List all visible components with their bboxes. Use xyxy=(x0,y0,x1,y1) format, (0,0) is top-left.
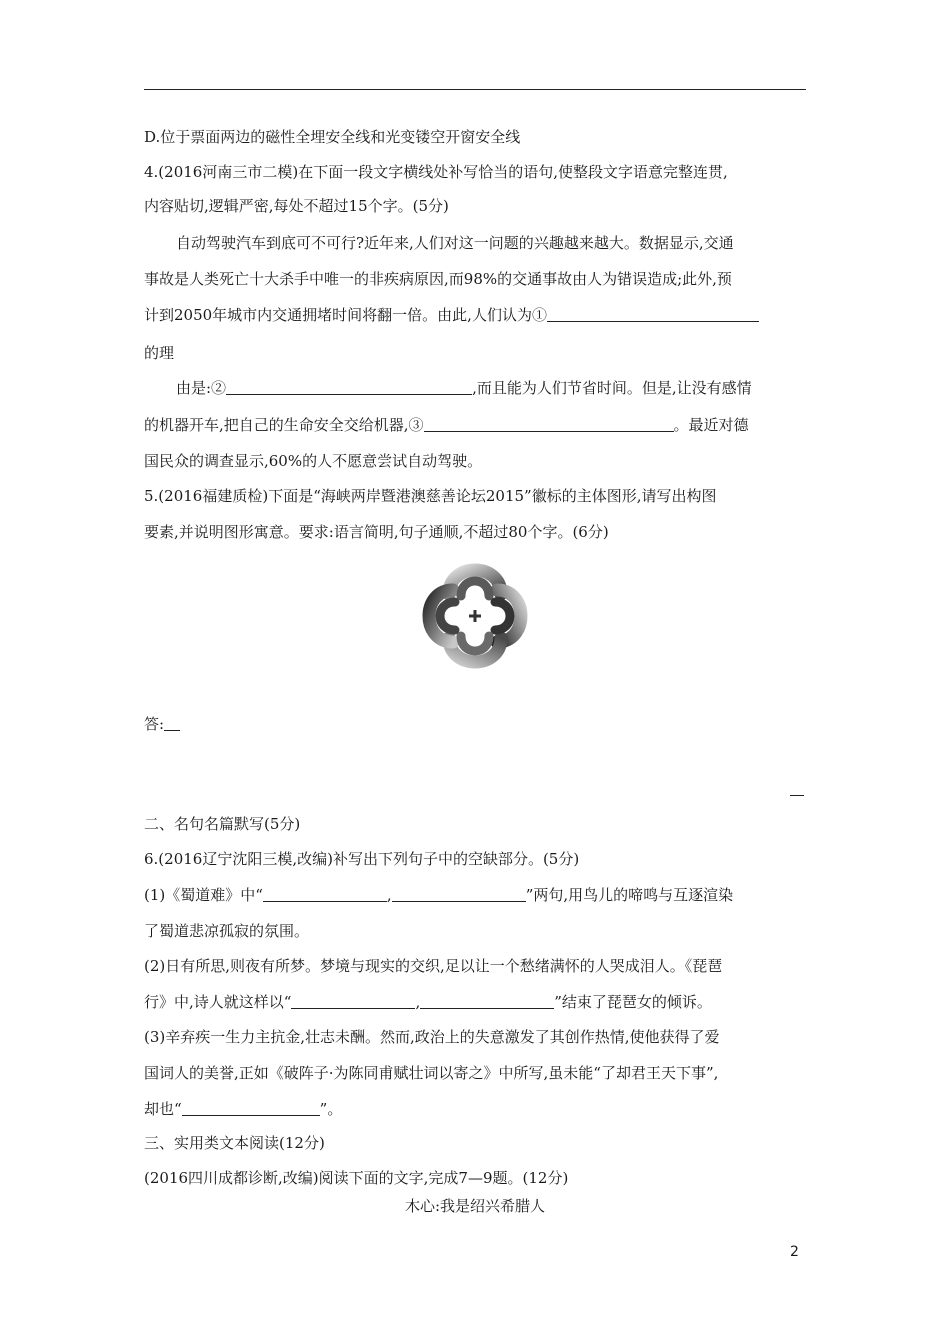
article-title: 木心:我是绍兴希腊人 xyxy=(404,1197,546,1215)
q6-s1-line1 xyxy=(144,885,806,905)
q6-s2-text-a: 行》中,诗人就这样以“ xyxy=(144,993,292,1011)
page-number: 2 xyxy=(790,1244,799,1260)
q6-s3-text-c: 却也“ xyxy=(144,1100,182,1118)
q4-para-text5a: 由是:② xyxy=(176,379,227,397)
q4-para-line4: 的理 xyxy=(144,344,175,362)
q6-s3-line3 xyxy=(144,1099,806,1119)
q4-para-line7: 国民众的调查显示,60%的人不愿意尝试自动驾驶。 xyxy=(144,452,483,470)
q4-line2: 内容贴切,逻辑严密,每处不超过15个字。(5分) xyxy=(144,197,449,215)
q4-para-text6b: 。最近对德 xyxy=(673,416,749,434)
option-d: D.位于票面两边的磁性全埋安全线和光变镂空开窗安全线 xyxy=(144,128,521,146)
q6-s1-text-a: (1)《蜀道难》中“ xyxy=(144,886,263,904)
q6-s1-comma: , xyxy=(386,886,392,904)
q6-s3-text-d: ”。 xyxy=(319,1100,343,1118)
charity-forum-emblem-image xyxy=(409,550,541,682)
section-3-heading: 三、实用类文本阅读(12分) xyxy=(144,1134,325,1152)
answer-blank[interactable] xyxy=(164,715,180,731)
q6-s3-line2: 国词人的美誉,正如《破阵子·为陈同甫赋壮词以寄之》中所写,虽未能“了却君王天下事”, xyxy=(144,1064,719,1082)
section-2-heading: 二、名句名篇默写(5分) xyxy=(144,815,301,833)
q4-para-text6a: 的机器开车,把自己的生命安全交给机器,③ xyxy=(144,416,424,434)
answer-line xyxy=(144,714,806,734)
answer-end-dash xyxy=(790,795,804,796)
q6-s1-text-b: ”两句,用鸟儿的啼鸣与互逐渲染 xyxy=(525,886,734,904)
q6-s1-line2: 了蜀道悲凉孤寂的氛围。 xyxy=(144,922,310,940)
q6-s2-line1: (2)日有所思,则夜有所梦。梦境与现实的交织,足以让一个愁绪满怀的人哭成泪人。《琵琶 xyxy=(144,957,723,975)
q4-para-line5 xyxy=(176,378,806,398)
q4-para-line1: 自动驾驶汽车到底可不可行?近年来,人们对这一问题的兴趣越来越大。数据显示,交通 xyxy=(176,234,734,252)
blank-1[interactable] xyxy=(547,306,759,322)
blank-3[interactable] xyxy=(424,416,674,432)
blank-4[interactable] xyxy=(263,886,387,902)
blank-5[interactable] xyxy=(392,886,526,902)
q6-s2-line2 xyxy=(144,992,806,1012)
q4-para-text5b: ,而且能为人们节省时间。但是,让没有感情 xyxy=(472,379,752,397)
q5-line2: 要素,并说明图形寓意。要求:语言简明,句子通顺,不超过80个字。(6分) xyxy=(144,523,609,541)
blank-2[interactable] xyxy=(226,379,472,395)
q5-line1: 5.(2016福建质检)下面是“海峡两岸暨港澳慈善论坛2015”徽标的主体图形,请写出构图 xyxy=(144,487,717,505)
blank-7[interactable] xyxy=(420,993,554,1009)
blank-6[interactable] xyxy=(291,993,415,1009)
answer-label: 答: xyxy=(144,715,165,733)
header-rule xyxy=(144,89,806,90)
blank-8[interactable] xyxy=(182,1100,320,1116)
q4-para-line2: 事故是人类死亡十大杀手中唯一的非疾病原因,而98%的交通事故由人为错误造成;此外,预 xyxy=(144,270,732,288)
q4-para-line6 xyxy=(144,415,806,435)
q7-intro: (2016四川成都诊断,改编)阅读下面的文字,完成7—9题。(12分) xyxy=(144,1169,569,1187)
q4-para-text3: 计到2050年城市内交通拥堵时间将翻一倍。由此,人们认为① xyxy=(144,306,547,324)
q6-s2-text-c: ”结束了琵琶女的倾诉。 xyxy=(554,993,712,1011)
q4-para-line3 xyxy=(144,305,806,325)
q6-s3-line1: (3)辛弃疾一生力主抗金,壮志未酬。然而,政治上的失意激发了其创作热情,使他获得了爱 xyxy=(144,1028,720,1046)
q6-s2-comma: , xyxy=(415,993,421,1011)
q6-line1: 6.(2016辽宁沈阳三模,改编)补写出下列句子中的空缺部分。(5分) xyxy=(144,850,580,868)
q4-line1: 4.(2016河南三市二模)在下面一段文字横线处补写恰当的语句,使整段文字语意完整连贯, xyxy=(144,163,728,181)
